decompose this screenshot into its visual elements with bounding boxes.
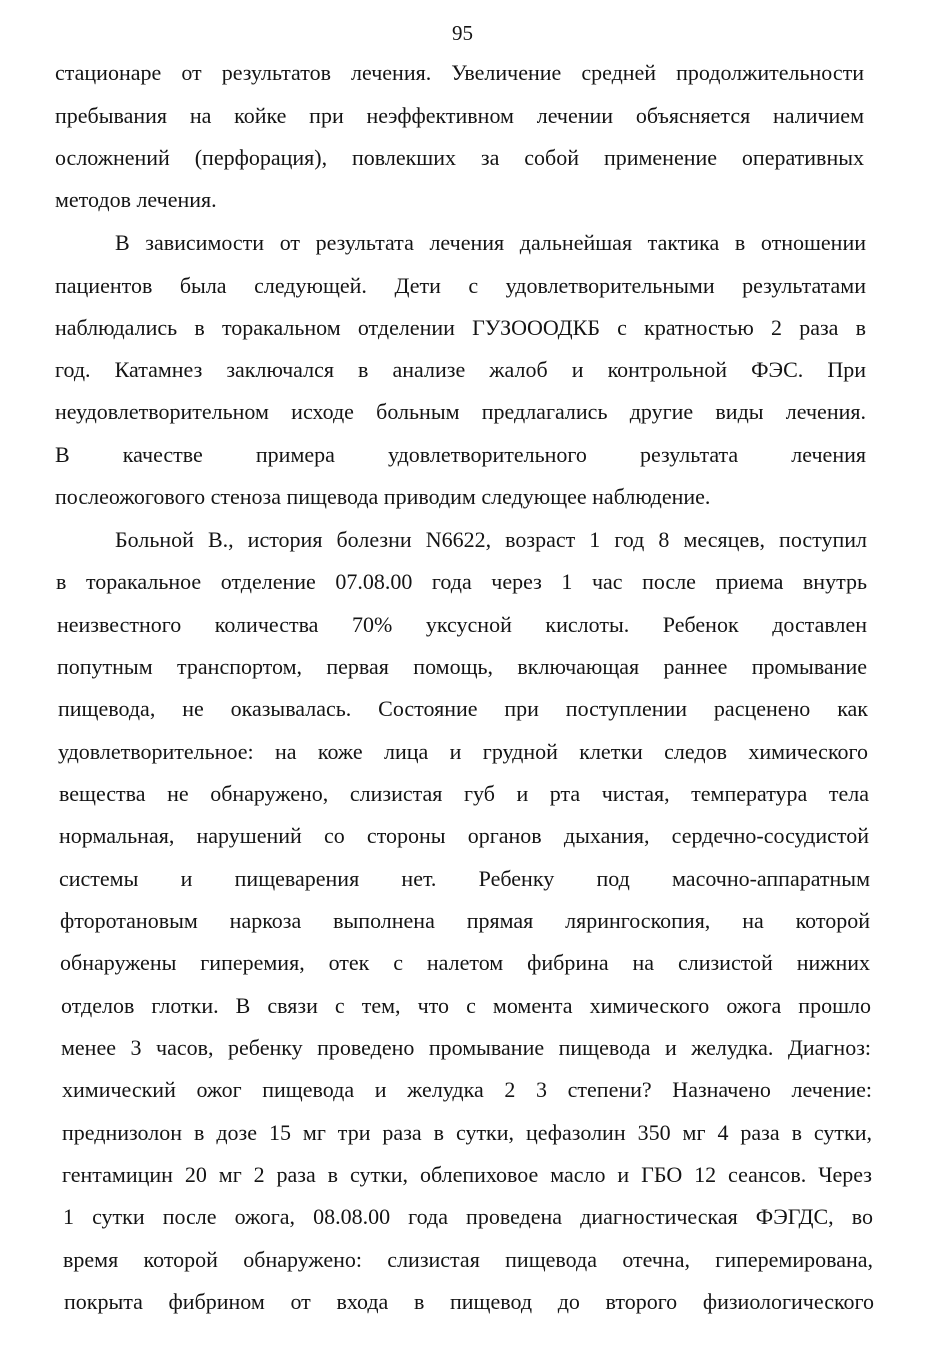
text-line: неизвестного количества 70% уксусной кислоты. Ребенок доставлен [57, 612, 867, 637]
text-line: Больной В., история болезни N6622, возраст 1 год 8 месяцев, поступил [115, 527, 867, 552]
text-line: осложнений (перфорация), повлекших за собой применение оперативных [55, 145, 864, 170]
text-line: стационаре от результатов лечения. Увеличение средней продолжительности [55, 60, 864, 85]
text-line: отделов глотки. В связи с тем, что с момента химического ожога прошло [61, 993, 871, 1018]
page-number: 95 [452, 21, 473, 45]
text-line: преднизолон в дозе 15 мг три раза в сутки, цефазолин 350 мг 4 раза в сутки, [62, 1120, 872, 1145]
text-line: системы и пищеварения нет. Ребенку под масочно-аппаратным [59, 866, 870, 891]
text-line: время которой обнаружено: слизистая пищевода отечна, гиперемирована, [63, 1247, 873, 1272]
text-line: пребывания на койке при неэффективном лечении объясняется наличием [55, 103, 864, 128]
text-line: В качестве примера удовлетворительного результата лечения [55, 442, 866, 467]
text-line: нормальная, нарушений со стороны органов дыхания, сердечно-сосудистой [59, 823, 869, 848]
text-line: покрыта фибрином от входа в пищевод до второго физиологического [64, 1289, 874, 1314]
text-line: химический ожог пищевода и желудка 2 3 степени? Назначено лечение: [62, 1077, 872, 1102]
text-line: вещества не обнаружено, слизистая губ и рта чистая, температура тела [59, 781, 869, 806]
text-line: менее 3 часов, ребенку проведено промывание пищевода и желудка. Диагноз: [61, 1035, 871, 1060]
text-line: наблюдались в торакальном отделении ГУЗОООДКБ с кратностью 2 раза в [55, 315, 866, 340]
text-line: гентамицин 20 мг 2 раза в сутки, облепиховое масло и ГБО 12 сеансов. Через [62, 1162, 872, 1187]
text-line: обнаружены гиперемия, отек с налетом фибрина на слизистой нижних [60, 950, 870, 975]
text-line: 1 сутки после ожога, 08.08.00 года проведена диагностическая ФЭГДС, во [63, 1204, 873, 1229]
text-line: пациентов была следующей. Дети с удовлетворительными результатами [55, 273, 866, 298]
text-line: удовлетворительное: на коже лица и грудной клетки следов химического [58, 739, 868, 764]
text-line: неудовлетворительном исходе больным предлагались другие виды лечения. [55, 399, 866, 424]
text-line: попутным транспортом, первая помощь, включающая раннее промывание [57, 654, 867, 679]
text-line: В зависимости от результата лечения дальнейшая тактика в отношении [115, 230, 866, 255]
text-line: послеожогового стеноза пищевода приводим следующее наблюдение. [55, 484, 711, 509]
text-line: методов лечения. [55, 187, 217, 212]
text-line: фторотановым наркоза выполнена прямая лярингоскопия, на которой [60, 908, 870, 933]
text-line: год. Катамнез заключался в анализе жалоб и контрольной ФЭС. При [55, 357, 866, 382]
text-line: в торакальное отделение 07.08.00 года через 1 час после приема внутрь [56, 569, 867, 594]
text-line: пищевода, не оказывалась. Состояние при поступлении расценено как [58, 696, 868, 721]
